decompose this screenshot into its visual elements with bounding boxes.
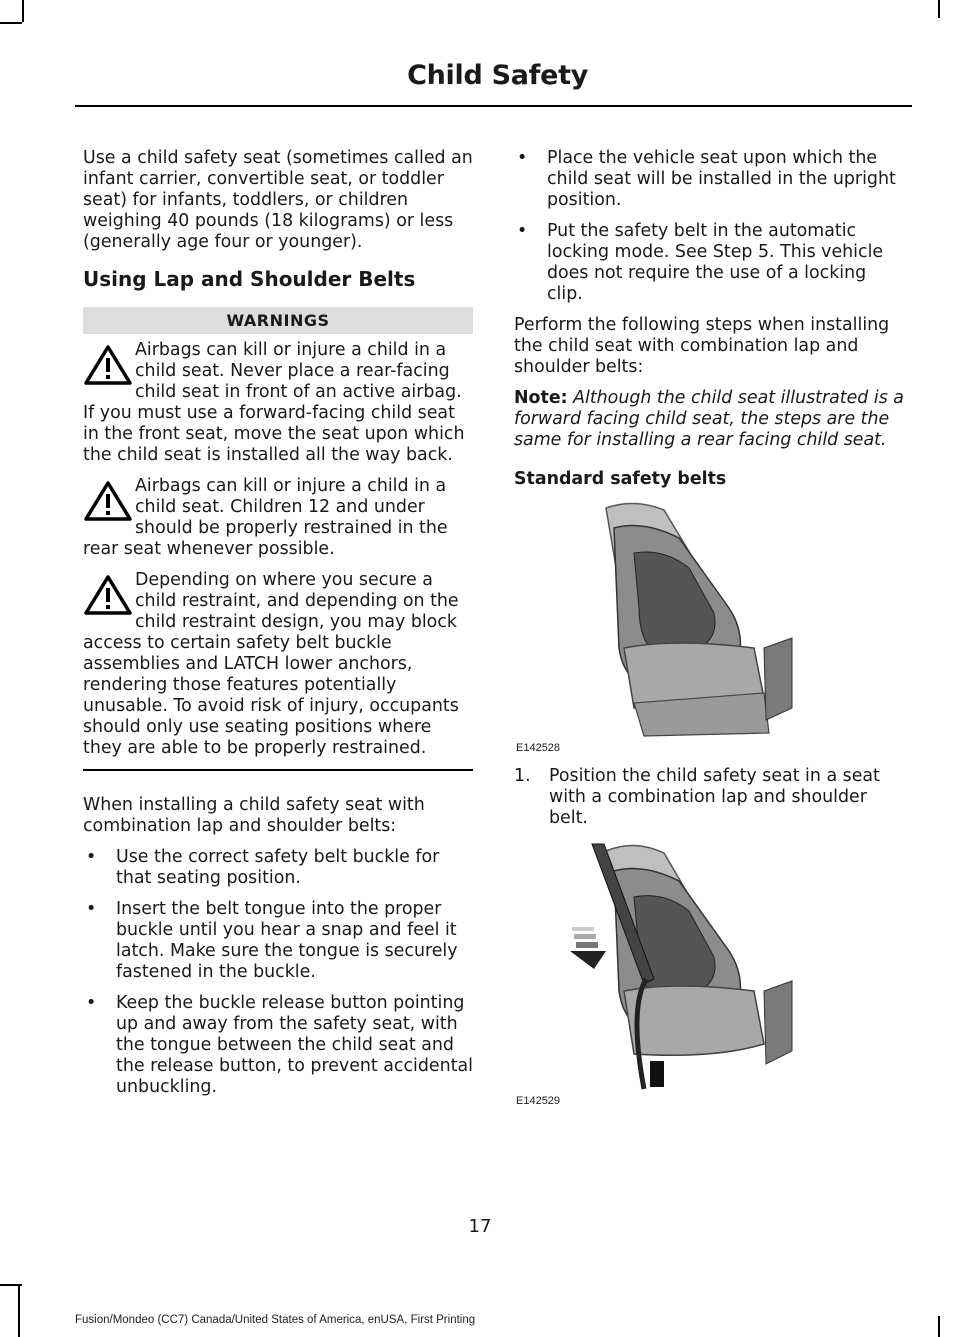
warning-item (83, 340, 473, 466)
installing-intro: When installing a child safety seat with combination lap and shoulder belts: (83, 795, 425, 836)
note-label: Note: (514, 388, 568, 408)
subheading: Standard safety belts (514, 469, 727, 489)
figure-code: E142529 (516, 1095, 561, 1107)
preparation-bullet-list (514, 148, 906, 305)
step-number: 1. (514, 766, 531, 786)
figure-child-seat-belt (514, 839, 794, 1107)
header-rule (75, 105, 912, 107)
perform-paragraph: Perform the following steps when installing the child seat with combination lap and shoulder belts: (514, 315, 890, 377)
warnings-end-rule (83, 769, 473, 771)
list-item: • Put the safety belt in the automatic locking mode. See Step 5. This vehicle does not require the use of a locking clip. (514, 221, 906, 305)
right-column (514, 148, 906, 1107)
list-item: • Place the vehicle seat upon which the child seat will be installed in the upright position. (514, 148, 906, 211)
crop-mark (938, 0, 940, 18)
list-item: • Keep the buckle release button pointing up and away from the safety seat, with the tongue between the child seat and the release button, to prevent accidental unbuckling. (83, 993, 473, 1098)
step-text: Position the child safety seat in a seat with a combination lap and shoulder belt. (549, 766, 880, 828)
warnings-header: WARNINGS (83, 307, 473, 334)
page-title: Child Safety (407, 60, 588, 91)
page-number: 17 (468, 1216, 492, 1237)
crop-mark (0, 22, 22, 24)
crop-mark (18, 1286, 20, 1337)
left-column (83, 148, 473, 1108)
warning-triangle-icon (83, 344, 133, 386)
crop-mark (22, 0, 24, 22)
section-heading: Using Lap and Shoulder Belts (83, 267, 416, 291)
child-seat-illustration (514, 498, 794, 738)
installing-bullet-list (83, 847, 473, 1098)
steps-list (514, 766, 906, 829)
step-item (514, 766, 906, 829)
intro-paragraph: Use a child safety seat (sometimes called an infant carrier, convertible seat, or toddler seat) for infants, toddlers, or children weighing 40 pounds (18 kilograms) or less (generally age four or younger). (83, 148, 473, 252)
warning-item (83, 570, 473, 759)
crop-mark (938, 1316, 940, 1337)
warning-triangle-icon (83, 574, 133, 616)
warning-triangle-icon (83, 480, 133, 522)
list-item: • Insert the belt tongue into the proper buckle until you hear a snap and feel it latch. Make sure the tongue is securely fastened in the buckle. (83, 899, 473, 983)
note-paragraph (514, 388, 906, 451)
note-text: Although the child seat illustrated is a forward facing child seat, the steps are the same for installing a rear facing child seat. (514, 388, 904, 450)
list-item: • Use the correct safety belt buckle for that seating position. (83, 847, 473, 889)
footer-text: Fusion/Mondeo (CC7) Canada/United States of America, enUSA, First Printing (75, 1314, 476, 1326)
warning-item (83, 476, 473, 560)
warning-text: Airbags can kill or injure a child in a child seat. Never place a rear-facing child seat in front of an active airbag. If you must use a forward-facing child seat in the front seat, move the seat upon which the child seat is installed all the way back. (83, 340, 465, 465)
figure-child-seat (514, 498, 794, 752)
warning-text: Depending on where you secure a child restraint, and depending on the child restraint design, you may block access to certain safety belt buckle assemblies and LATCH lower anchors, rendering those features potentially unusable. To avoid risk of injury, occupants should only use seating positions where they are able to be properly restrained. (83, 570, 459, 758)
warning-text: Airbags can kill or injure a child in a child seat. Children 12 and under should be properly restrained in the rear seat whenever possible. (83, 476, 448, 559)
figure-code: E142528 (516, 742, 561, 754)
arrow-down-icon (570, 927, 606, 969)
child-seat-belt-illustration (514, 839, 794, 1094)
